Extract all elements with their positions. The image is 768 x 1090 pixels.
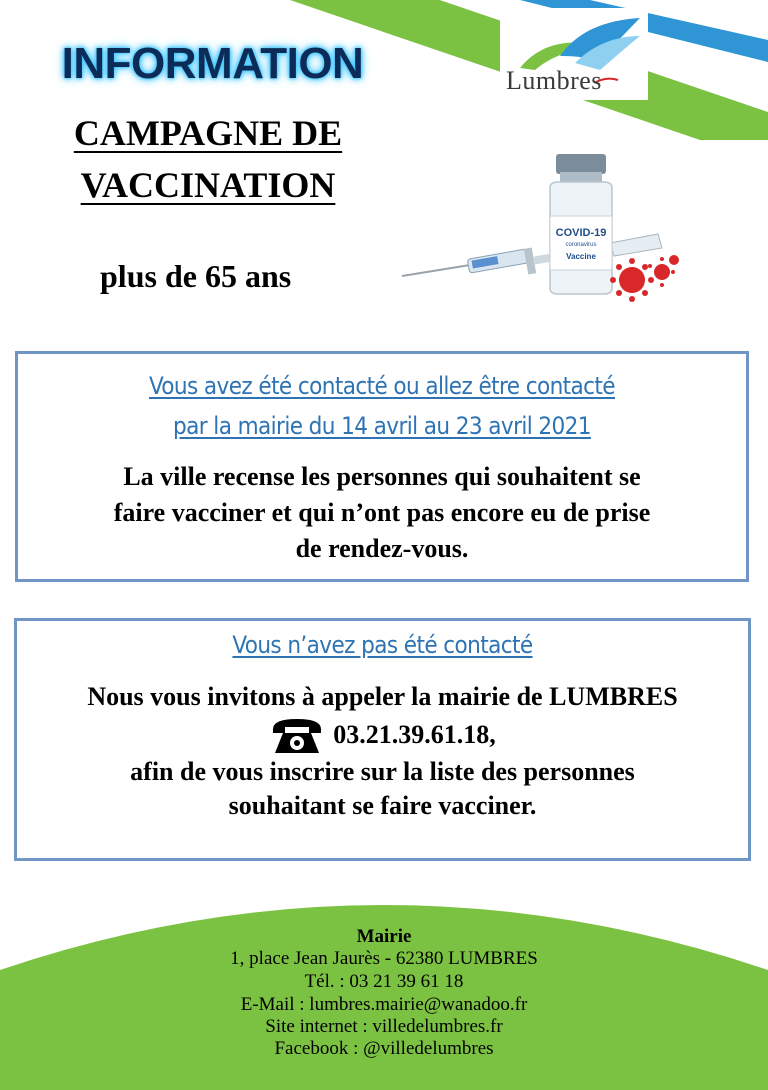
phone-line (17, 715, 748, 755)
footer-website: Site internet : villedelumbres.fr (265, 1016, 503, 1037)
campaign-title-line2: VACCINATION (80, 165, 336, 205)
contacted-info-box (15, 351, 749, 582)
footer-email: E-Mail : lumbres.mairie@wanadoo.fr (240, 994, 528, 1015)
not-contacted-info-box (14, 618, 751, 861)
vial-label-main: COVID-19 (555, 227, 607, 239)
not-contacted-text-line1: Nous vous invitons à appeler la mairie de LUMBRES (87, 682, 678, 711)
lumbres-logo (500, 8, 648, 100)
vial-label-sub: coronavirus (565, 242, 597, 248)
age-subtitle: plus de 65 ans (100, 258, 292, 294)
contacted-text-line2: faire vacciner et qui n’ont pas encore eu de prise (113, 498, 651, 527)
vaccine-vial-syringe-illustration (400, 148, 690, 313)
vaccine-vial-icon (550, 154, 612, 294)
not-contacted-text-line3: afin de vous inscrire sur la liste des personnes (130, 757, 635, 786)
virus-icon (610, 255, 679, 302)
campaign-title-line1: CAMPAGNE DE (73, 113, 343, 153)
contacted-text-line3: de rendez-vous. (295, 534, 469, 563)
syringe-icon (402, 234, 662, 276)
vial-label-name: Vaccine (566, 252, 596, 261)
contacted-text-line1: La ville recense les personnes qui souhaitent se (123, 462, 641, 491)
footer-address: 1, place Jean Jaurès - 62380 LUMBRES (230, 948, 538, 969)
footer-tel: Tél. : 03 21 39 61 18 (304, 971, 464, 992)
footer-facebook: Facebook : @villedelumbres (274, 1038, 494, 1059)
logo-text: Lumbres (506, 66, 602, 95)
telephone-icon (269, 715, 325, 755)
not-contacted-text-line4: souhaitant se faire vacciner. (228, 791, 537, 820)
not-contacted-heading: Vous n’avez pas été contacté (232, 631, 533, 659)
footer-title: Mairie (356, 926, 412, 947)
contacted-heading-line2: par la mairie du 14 avril au 23 avril 2021 (173, 412, 591, 440)
contacted-heading-line1: Vous avez été contacté ou allez être contacté (149, 372, 615, 400)
phone-number: 03.21.39.61.18, (333, 720, 496, 749)
info-title: INFORMATION (61, 39, 364, 88)
